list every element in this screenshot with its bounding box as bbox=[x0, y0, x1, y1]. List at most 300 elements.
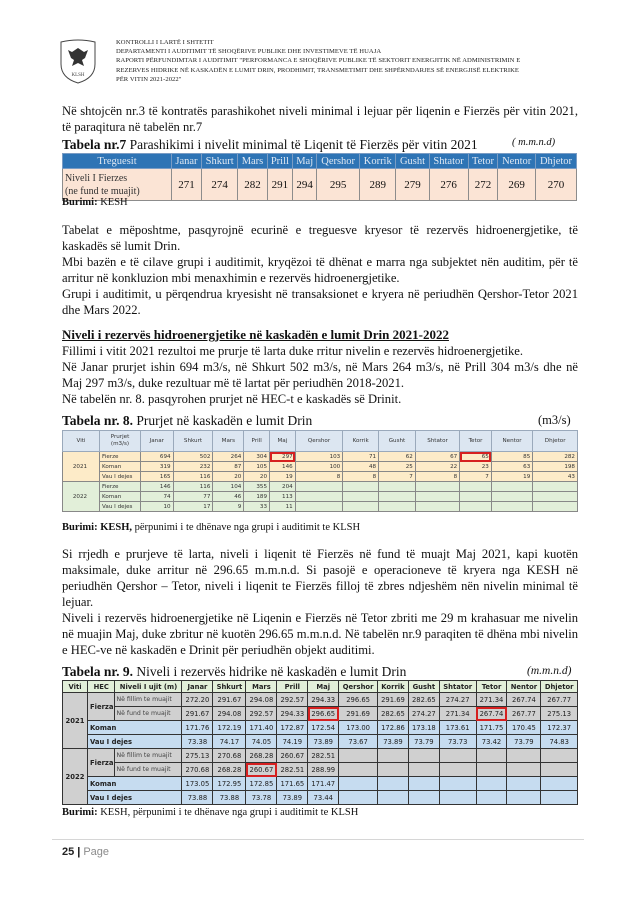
header-line: RAPORTI PËRFUNDIMTAR I AUDITIMIT "PERFORMANCA E SHOQËRIVE PUBLIKE TË SEKTORIT ENERGJITIK NË ADMINISTRIMIN E bbox=[116, 57, 521, 65]
table-cell: 74.83 bbox=[541, 735, 578, 749]
table-cell: 62 bbox=[379, 452, 416, 462]
column-header: Nentor bbox=[498, 154, 536, 169]
column-header: Viti bbox=[63, 431, 100, 452]
table-cell: 73.79 bbox=[408, 735, 439, 749]
table-row bbox=[63, 777, 578, 791]
column-header: Shkurt bbox=[173, 431, 213, 452]
table-cell: 25 bbox=[379, 462, 416, 472]
table-cell: 171.65 bbox=[277, 777, 308, 791]
table-cell: 268.28 bbox=[246, 749, 277, 763]
table-cell bbox=[408, 777, 439, 791]
table-cell bbox=[439, 791, 476, 805]
table-cell: 267.74 bbox=[507, 693, 541, 707]
table-row bbox=[63, 749, 578, 763]
section-paragraph bbox=[62, 343, 578, 407]
text-line: lejuar. bbox=[62, 595, 94, 609]
table-cell: 73.89 bbox=[308, 735, 339, 749]
table-header-row bbox=[63, 681, 578, 693]
table-cell: 294.33 bbox=[308, 693, 339, 707]
table-cell: 104 bbox=[213, 482, 244, 492]
table-cell: 264 bbox=[213, 452, 244, 462]
column-header: Shtator bbox=[415, 431, 459, 452]
text-line: Në shtojcën nr.3 të kontratës parashikohet niveli minimal i lejuar për liqenin e Fierzës për vitin 2021, bbox=[62, 104, 578, 118]
table-cell: 9 bbox=[213, 502, 244, 512]
table-row bbox=[63, 462, 578, 472]
level-label: Në fund te muajit bbox=[115, 763, 182, 777]
table-row bbox=[63, 472, 578, 482]
table-cell: 173.61 bbox=[439, 721, 476, 735]
table-cell: 173.00 bbox=[339, 721, 378, 735]
column-header: Dhjetor bbox=[533, 431, 578, 452]
column-header: Janar bbox=[141, 431, 174, 452]
column-header: Prill bbox=[267, 154, 292, 169]
text-line: të paraqitura në tabelën nr.7 bbox=[62, 120, 203, 134]
table-cell: 8 bbox=[415, 472, 459, 482]
hec-cell: Koman bbox=[88, 721, 182, 735]
table-cell: 19 bbox=[270, 472, 296, 482]
year-cell: 2022 bbox=[63, 749, 88, 805]
column-header: Tetor bbox=[460, 431, 492, 452]
table-cell: 291.69 bbox=[378, 693, 409, 707]
table-cell: 172.85 bbox=[246, 777, 277, 791]
table-cell: 260.67 bbox=[246, 763, 277, 777]
table9 bbox=[62, 680, 578, 805]
table-row bbox=[63, 482, 578, 492]
table-cell: 297 bbox=[270, 452, 296, 462]
table-cell: 189 bbox=[244, 492, 270, 502]
table-cell bbox=[541, 749, 578, 763]
table-cell bbox=[533, 492, 578, 502]
table-cell: 292.57 bbox=[246, 707, 277, 721]
table-cell: 288.99 bbox=[308, 763, 339, 777]
table9-caption bbox=[62, 664, 406, 680]
table-row bbox=[63, 735, 578, 749]
column-header: Gusht bbox=[379, 431, 416, 452]
column-header: Mars bbox=[238, 154, 267, 169]
table-cell: 87 bbox=[213, 462, 244, 472]
table-cell: 74 bbox=[141, 492, 174, 502]
table-cell bbox=[541, 791, 578, 805]
paragraph-2 bbox=[62, 222, 578, 318]
column-header: Tetor bbox=[468, 154, 498, 169]
table-cell: 279 bbox=[396, 169, 429, 201]
table-cell: 85 bbox=[491, 452, 532, 462]
table-cell bbox=[476, 777, 507, 791]
table-cell: 294 bbox=[293, 169, 317, 201]
table-cell: 282 bbox=[238, 169, 267, 201]
table-cell: 63 bbox=[491, 462, 532, 472]
table-cell bbox=[295, 482, 343, 492]
hec-cell: Fierze bbox=[100, 482, 141, 492]
table-cell bbox=[339, 791, 378, 805]
table-cell: 282.65 bbox=[408, 693, 439, 707]
column-header: Gusht bbox=[408, 681, 439, 693]
table-cell: 282.51 bbox=[277, 763, 308, 777]
table-cell: 270.68 bbox=[182, 763, 213, 777]
table-cell: 74.05 bbox=[246, 735, 277, 749]
table-cell: 77 bbox=[173, 492, 213, 502]
column-header: Nentor bbox=[491, 431, 532, 452]
paragraph-3 bbox=[62, 546, 578, 658]
column-header: Nentor bbox=[507, 681, 541, 693]
caption-text: Prurjet në kaskadën e lumit Drin bbox=[133, 413, 313, 428]
table-cell bbox=[379, 492, 416, 502]
table-cell: 146 bbox=[270, 462, 296, 472]
table-cell: 271.34 bbox=[439, 707, 476, 721]
table-cell: 355 bbox=[244, 482, 270, 492]
table-cell bbox=[460, 502, 492, 512]
source-label: Burimi: KESH, bbox=[62, 522, 133, 533]
column-header: Shkurt bbox=[213, 681, 246, 693]
column-header: Prurjet (m3/s) bbox=[100, 431, 141, 452]
table-cell: 73.67 bbox=[339, 735, 378, 749]
caption-label: Tabela nr. 8. bbox=[62, 413, 134, 428]
source-text: përpunimi i te dhënave nga grupi i auditimit te KLSH bbox=[132, 522, 361, 533]
table-cell bbox=[476, 749, 507, 763]
table-cell: 73.44 bbox=[308, 791, 339, 805]
table-cell: 173.05 bbox=[182, 777, 213, 791]
table-cell: 272.20 bbox=[182, 693, 213, 707]
column-header: Maj bbox=[308, 681, 339, 693]
table-cell: 73.89 bbox=[277, 791, 308, 805]
column-header: Janar bbox=[182, 681, 213, 693]
table-cell: 116 bbox=[173, 482, 213, 492]
table-cell: 8 bbox=[295, 472, 343, 482]
hec-cell: Koman bbox=[100, 462, 141, 472]
table-cell: 198 bbox=[533, 462, 578, 472]
caption-label: Tabela nr.7 bbox=[62, 137, 127, 152]
text-line: e HEC-ve në kaskadën e Drinit për periudhën objekt auditimi. bbox=[62, 643, 375, 657]
table-cell: 173.18 bbox=[408, 721, 439, 735]
table-cell bbox=[378, 777, 409, 791]
table-cell: 71 bbox=[343, 452, 379, 462]
table-cell: 73.42 bbox=[476, 735, 507, 749]
table-cell: 7 bbox=[460, 472, 492, 482]
column-header: Qershor bbox=[317, 154, 360, 169]
header-line: KONTROLLI I LARTË I SHTETIT bbox=[116, 39, 214, 46]
table-cell: 171.47 bbox=[308, 777, 339, 791]
table-cell bbox=[415, 502, 459, 512]
table-cell: 274.27 bbox=[439, 693, 476, 707]
table-cell: 11 bbox=[270, 502, 296, 512]
table-cell: 291 bbox=[267, 169, 292, 201]
hec-cell: Vau I dejes bbox=[88, 791, 182, 805]
table-cell: 292.57 bbox=[277, 693, 308, 707]
table-cell: 282.65 bbox=[378, 707, 409, 721]
table-cell: 73.73 bbox=[439, 735, 476, 749]
footer-separator: | bbox=[77, 846, 81, 858]
caption-text: Parashikimi i nivelit minimal të Liqenit të Fierzës për vitin 2021 bbox=[126, 137, 478, 152]
table-cell: 43 bbox=[533, 472, 578, 482]
table-cell bbox=[541, 777, 578, 791]
text-line: periudhën Qershor – Tetor, niveli i liqenit te Fierzës filloj të zbres ndjeshëm nën nivelin minimal të bbox=[62, 579, 578, 593]
table-cell bbox=[343, 482, 379, 492]
column-header: Shtator bbox=[429, 154, 468, 169]
text-line: Tabelat e mëposhtme, pasqyrojnë ecurinë e treguesve kryesor të rezervës hidroenergjetike, të bbox=[62, 223, 578, 237]
column-header: Janar bbox=[172, 154, 202, 169]
table-cell: 204 bbox=[270, 482, 296, 492]
table7-source bbox=[62, 196, 128, 209]
column-header: Mars bbox=[213, 431, 244, 452]
year-cell: 2021 bbox=[63, 452, 100, 482]
table-cell: 269 bbox=[498, 169, 536, 201]
table-cell bbox=[439, 777, 476, 791]
document-header bbox=[52, 36, 592, 86]
text-line: Në Janar prurjet ishin 694 m3/s, në Shkurt 502 m3/s, në Mars 264 m3/s, në Prill 304 m3/s dhe në bbox=[62, 360, 578, 374]
table-cell bbox=[379, 482, 416, 492]
column-header: Shkurt bbox=[201, 154, 237, 169]
table-cell bbox=[491, 482, 532, 492]
table7-unit: ( m.m.n.d) bbox=[512, 137, 556, 148]
table-cell: 267.77 bbox=[507, 707, 541, 721]
table-cell: 113 bbox=[270, 492, 296, 502]
table-cell bbox=[415, 492, 459, 502]
table-cell: 282 bbox=[533, 452, 578, 462]
table-row bbox=[63, 169, 577, 201]
table-cell: 19 bbox=[491, 472, 532, 482]
column-header: Viti bbox=[63, 681, 88, 693]
text-line: Fillimi i vitit 2021 rezultoi me prurje të larta duke rritur nivelin e rezervës hidroenergjetike. bbox=[62, 344, 524, 358]
table-cell bbox=[533, 482, 578, 492]
table-cell: 304 bbox=[244, 452, 270, 462]
column-header: Prill bbox=[244, 431, 270, 452]
table-header-row bbox=[63, 431, 578, 452]
table-cell: 275.13 bbox=[541, 707, 578, 721]
table-cell: 23 bbox=[460, 462, 492, 472]
table8-source bbox=[62, 521, 360, 534]
table-cell: 291.69 bbox=[339, 707, 378, 721]
table-cell bbox=[415, 482, 459, 492]
table-row bbox=[63, 791, 578, 805]
column-header: Qershor bbox=[295, 431, 343, 452]
column-header: Shtator bbox=[439, 681, 476, 693]
table-cell: 274.27 bbox=[408, 707, 439, 721]
table-cell: 294.08 bbox=[246, 693, 277, 707]
table-cell: 73.88 bbox=[182, 791, 213, 805]
table-cell: 502 bbox=[173, 452, 213, 462]
column-header: Dhjetor bbox=[536, 154, 577, 169]
intro-paragraph bbox=[62, 103, 578, 135]
table-cell bbox=[343, 502, 379, 512]
source-label: Burimi: bbox=[62, 807, 98, 818]
table-cell: 267.77 bbox=[541, 693, 578, 707]
level-label: Në fund te muajit bbox=[115, 707, 182, 721]
hec-cell: Fierza bbox=[88, 693, 115, 721]
table-cell bbox=[476, 791, 507, 805]
table-cell: 48 bbox=[343, 462, 379, 472]
table-cell: 73.78 bbox=[246, 791, 277, 805]
table-cell bbox=[378, 791, 409, 805]
page-label: Page bbox=[83, 846, 110, 858]
table-row bbox=[63, 707, 578, 721]
table-cell: 171.75 bbox=[476, 721, 507, 735]
table-cell: 172.87 bbox=[277, 721, 308, 735]
text-line: dhe Mars 2022. bbox=[62, 303, 141, 317]
column-header: Gusht bbox=[396, 154, 429, 169]
column-header: Maj bbox=[270, 431, 296, 452]
table-cell: 22 bbox=[415, 462, 459, 472]
table-cell: 74.17 bbox=[213, 735, 246, 749]
table-cell bbox=[541, 763, 578, 777]
table-row bbox=[63, 721, 578, 735]
table-cell: 172.37 bbox=[541, 721, 578, 735]
table-cell: 267.74 bbox=[476, 707, 507, 721]
text-line: Në tabelën nr. 8. pasqyrohen prurjet në HEC-t e kaskadës së Drinit. bbox=[62, 392, 402, 406]
table-cell bbox=[339, 763, 378, 777]
table-cell: 291.67 bbox=[213, 693, 246, 707]
table-cell: 270 bbox=[536, 169, 577, 201]
footer-divider bbox=[52, 839, 584, 840]
table8-caption bbox=[62, 413, 312, 429]
table-cell: 116 bbox=[173, 472, 213, 482]
column-header: HEC bbox=[88, 681, 115, 693]
table-cell bbox=[439, 763, 476, 777]
text-line: Mbi bazën e të cilave grupi i auditimit, kryqëzoi të dhënat e marra nga subjektet nën auditim, për të bbox=[62, 255, 578, 269]
table-row bbox=[63, 502, 578, 512]
table-cell bbox=[378, 763, 409, 777]
table-cell bbox=[339, 749, 378, 763]
table-cell: 20 bbox=[213, 472, 244, 482]
table-cell: 282.51 bbox=[308, 749, 339, 763]
table-cell: 73.79 bbox=[507, 735, 541, 749]
column-header: Maj bbox=[293, 154, 317, 169]
table-row bbox=[63, 452, 578, 462]
year-cell: 2022 bbox=[63, 482, 100, 512]
table-cell bbox=[339, 777, 378, 791]
table-cell: 289 bbox=[360, 169, 396, 201]
table-cell: 271.34 bbox=[476, 693, 507, 707]
table-cell: 276 bbox=[429, 169, 468, 201]
table-cell: 73.38 bbox=[182, 735, 213, 749]
row-label-line: (ne fund te muajit) bbox=[65, 185, 140, 197]
table-cell bbox=[476, 763, 507, 777]
section-heading: Niveli i rezervës hidroenergjetike në kaskadën e lumit Drin 2021-2022 bbox=[62, 327, 449, 342]
text-line: maksimale, duke arritur në 296.65 m.m.n.d. Si pasojë e operacioneve të kryera nga KESH në bbox=[62, 563, 578, 577]
table-cell: 65 bbox=[460, 452, 492, 462]
text-line: Maj 297 m3/s, duke rezultuar më të lartat për periudhën 2018-2021. bbox=[62, 376, 405, 390]
table-row bbox=[63, 763, 578, 777]
table-cell: 146 bbox=[141, 482, 174, 492]
table7-caption bbox=[62, 137, 478, 153]
hec-cell: Fierza bbox=[88, 749, 115, 777]
table-cell: 103 bbox=[295, 452, 343, 462]
hec-cell: Vau I dejes bbox=[88, 735, 182, 749]
table9-source bbox=[62, 806, 358, 819]
table-cell: 33 bbox=[244, 502, 270, 512]
table-cell: 105 bbox=[244, 462, 270, 472]
table-cell bbox=[491, 492, 532, 502]
table-cell: 170.45 bbox=[507, 721, 541, 735]
table-cell: 294.33 bbox=[277, 707, 308, 721]
hec-cell: Koman bbox=[88, 777, 182, 791]
table-cell: 172.19 bbox=[213, 721, 246, 735]
table-cell: 296.65 bbox=[339, 693, 378, 707]
table-cell: 17 bbox=[173, 502, 213, 512]
table-cell: 271 bbox=[172, 169, 202, 201]
hec-cell: Vau I dejes bbox=[100, 472, 141, 482]
table-row bbox=[63, 492, 578, 502]
column-header: Dhjetor bbox=[541, 681, 578, 693]
table-cell: 74.19 bbox=[277, 735, 308, 749]
table-cell: 171.40 bbox=[246, 721, 277, 735]
table-cell bbox=[507, 749, 541, 763]
table-cell: 275.13 bbox=[182, 749, 213, 763]
table-cell: 295 bbox=[317, 169, 360, 201]
text-line: arritur në konkluzion mbi menaxhimin e rezervës hidroenergjetike. bbox=[62, 271, 400, 285]
table-cell: 46 bbox=[213, 492, 244, 502]
caption-text: Niveli i rezervës hidrike në kaskadën e lumit Drin bbox=[133, 664, 407, 679]
table-cell bbox=[408, 791, 439, 805]
table-cell: 268.28 bbox=[213, 763, 246, 777]
table-cell: 172.95 bbox=[213, 777, 246, 791]
table-cell bbox=[507, 791, 541, 805]
table-cell: 20 bbox=[244, 472, 270, 482]
table-cell: 171.76 bbox=[182, 721, 213, 735]
table-cell bbox=[378, 749, 409, 763]
table-cell: 274 bbox=[201, 169, 237, 201]
text-line: Niveli i rezervës hidroenergjetike në Liqenin e Fierzës në Tetor zbriti me 29 m krahasuar me nivelin bbox=[62, 611, 578, 625]
table7 bbox=[62, 153, 577, 201]
klsh-emblem-icon bbox=[58, 38, 98, 84]
table-cell: 694 bbox=[141, 452, 174, 462]
text-line: Si rrjedh e prurjeve të larta, niveli i liqenit të Fierzës në fund të muajt Maj 2021, kapi kuotën bbox=[62, 547, 578, 561]
table-cell bbox=[439, 749, 476, 763]
svg-text:KLSH: KLSH bbox=[71, 73, 85, 78]
table-cell: 73.89 bbox=[378, 735, 409, 749]
text-line: kaskadës së lumit Drin. bbox=[62, 239, 181, 253]
hec-cell: Koman bbox=[100, 492, 141, 502]
table-cell: 260.67 bbox=[277, 749, 308, 763]
table-cell: 172.54 bbox=[308, 721, 339, 735]
column-header: Prill bbox=[277, 681, 308, 693]
table-cell: 291.67 bbox=[182, 707, 213, 721]
table-cell bbox=[491, 502, 532, 512]
table-cell bbox=[408, 749, 439, 763]
row-label-line: Niveli I Fierzes bbox=[65, 172, 128, 184]
header-line: DEPARTAMENTI I AUDITIMIT TË SHOQËRIVE PUBLIKE DHE INVESTIMEVE TË HUAJA bbox=[116, 48, 382, 56]
hec-cell: Fierze bbox=[100, 452, 141, 462]
table-cell bbox=[507, 777, 541, 791]
table8-unit: (m3/s) bbox=[538, 413, 571, 427]
column-header: Tetor bbox=[476, 681, 507, 693]
text-line: Grupi i auditimit, u përqendrua kryesisht në transaksionet e kryera në periudhën Qershor-Tetor 2021 bbox=[62, 287, 578, 301]
table-cell: 7 bbox=[379, 472, 416, 482]
column-header: Qershor bbox=[339, 681, 378, 693]
column-header: Mars bbox=[246, 681, 277, 693]
table-cell: 165 bbox=[141, 472, 174, 482]
table-row bbox=[63, 693, 578, 707]
table-cell bbox=[507, 763, 541, 777]
table-cell: 73.88 bbox=[213, 791, 246, 805]
table9-unit: (m.m.n.d) bbox=[527, 665, 572, 677]
table-cell: 232 bbox=[173, 462, 213, 472]
table-cell bbox=[343, 492, 379, 502]
hec-cell: Vau I dejes bbox=[100, 502, 141, 512]
level-label: Në fillim te muajit bbox=[115, 749, 182, 763]
column-header: Niveli I ujit (m) bbox=[115, 681, 182, 693]
table-cell: 100 bbox=[295, 462, 343, 472]
table-cell bbox=[460, 492, 492, 502]
table-cell: 8 bbox=[343, 472, 379, 482]
column-header: Treguesit bbox=[63, 154, 172, 169]
table8 bbox=[62, 430, 578, 512]
source-text: KESH, përpunimi i te dhënave nga grupi i auditimit te KLSH bbox=[97, 807, 359, 818]
table-header-row bbox=[63, 154, 577, 169]
source-text: KESH bbox=[97, 197, 128, 208]
year-cell: 2021 bbox=[63, 693, 88, 749]
table-cell: 270.68 bbox=[213, 749, 246, 763]
table-cell: 296.65 bbox=[308, 707, 339, 721]
